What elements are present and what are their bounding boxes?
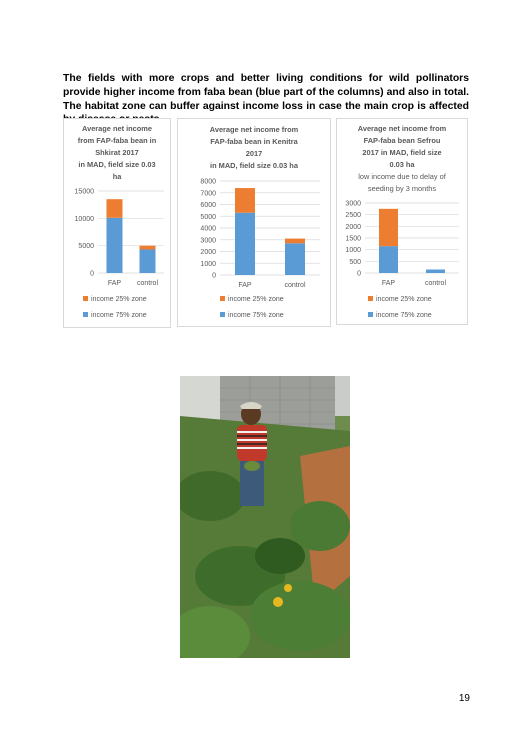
chart-title-line: 0.03 ha [389,160,415,169]
x-tick-label: FAP [107,280,122,287]
legend-swatch [83,312,88,317]
chart-sefrou [336,118,468,325]
legend-swatch [368,312,373,317]
y-tick-label: 4000 [200,225,216,233]
bar-75-zone [426,270,445,274]
bar-25-zone [107,199,123,218]
chart-subtitle-line: low income due to delay of [358,172,446,181]
y-tick-label: 15000 [74,188,94,196]
y-tick-label: 5000 [78,243,94,251]
chart-title-line: Shkirat 2017 [95,148,139,157]
bar-25-zone [285,239,305,244]
chart-shkirat [63,118,171,328]
chart-kenitra-svg [178,119,330,326]
y-tick-label: 500 [349,258,361,266]
chart-title-line: 2017 in MAD, field size [362,148,442,157]
y-tick-label: 1500 [345,235,361,243]
y-tick-label: 8000 [200,178,216,186]
farmer-in-field-photo-icon [180,376,350,658]
x-tick-label: control [284,282,306,289]
chart-subtitle-line: seeding by 3 months [367,184,437,193]
farmer-photo [180,376,350,658]
y-tick-label: 1000 [345,247,361,255]
legend-label: income 75% zone [228,312,284,319]
y-tick-label: 10000 [74,215,94,223]
x-tick-label: control [136,280,159,287]
y-tick-label: 1000 [200,260,216,268]
bar-75-zone [285,243,305,275]
bar-75-zone [107,218,123,273]
legend-swatch [83,296,88,301]
y-tick-label: 3000 [200,237,216,245]
legend-swatch [220,312,225,317]
chart-kenitra [177,118,331,327]
x-tick-label: control [424,280,447,287]
legend-label: income 75% zone [376,312,432,319]
chart-title-line: FAP-faba bean Sefrou [363,136,441,145]
bar-75-zone [140,249,156,273]
chart-title-line: in MAD, field size 0.03 ha [210,161,298,170]
x-tick-label: FAP [381,280,396,287]
y-tick-label: 5000 [200,213,216,221]
bar-25-zone [140,246,156,250]
intro-paragraph: The fields with more crops and better living conditions for wild pollinators provide higher income from faba bean (blue part of the columns) and also in total. The habitat zone can buffer against income loss in case the main crop is affected [63,73,469,112]
bar-25-zone [235,188,255,213]
page-number: 19 [458,693,470,704]
chart-shkirat-svg [64,119,170,327]
y-tick-label: 0 [90,270,94,278]
chart-title-line: Average net income from [357,124,447,133]
y-tick-label: 7000 [200,190,216,198]
y-tick-label: 3000 [345,200,361,208]
chart-title-line: 2017 [245,149,263,158]
chart-title-line: in MAD, field size 0.03 [78,160,156,169]
y-tick-label: 2000 [200,249,216,256]
y-tick-label: 0 [212,272,216,280]
legend-swatch [220,296,225,301]
y-tick-label: 6000 [200,202,216,209]
bar-75-zone [379,246,398,273]
bar-75-zone [235,213,255,275]
bar-25-zone [379,209,398,246]
legend-label: income 75% zone [91,312,147,319]
legend-label: income 25% zone [228,296,284,303]
legend-swatch [368,296,373,301]
chart-sefrou-svg [337,119,467,324]
x-tick-label: FAP [238,282,252,289]
chart-title-line: Average net income from [209,125,299,134]
chart-title-line: ha [112,172,122,181]
chart-title-line: Average net income [82,124,152,133]
legend-label: income 25% zone [376,296,432,303]
chart-title-line: FAP-faba bean in Kenitra [210,137,298,146]
y-tick-label: 2000 [345,223,361,231]
chart-title-line: from FAP-faba bean in [77,136,157,145]
legend-label: income 25% zone [91,296,147,303]
y-tick-label: 0 [357,270,361,278]
y-tick-label: 2500 [345,212,361,220]
